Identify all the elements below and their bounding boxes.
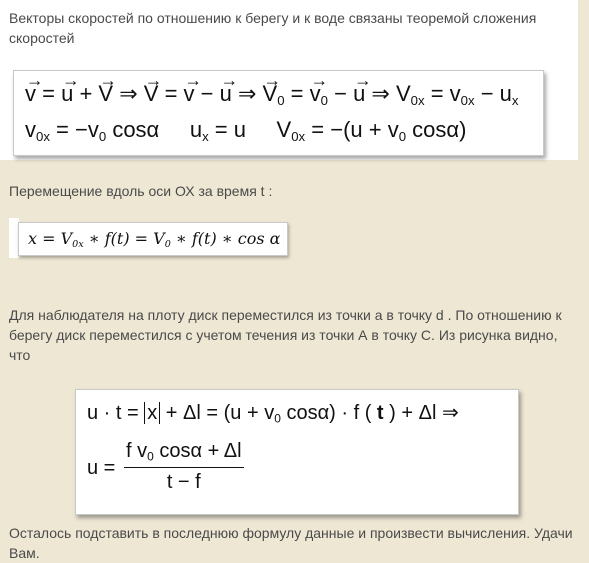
speed-formula-box: [75, 389, 519, 515]
velocity-formula-line-1: → v = → u + → V ⇒ → V = → v − → u ⇒ → $V_0$ = → $v_0$ − → u ⇒ $V_{0x} = v_{0x} - u_x$: [25, 81, 519, 108]
observer-paragraph: Для наблюдателя на плоту диск переместился из точки a в точку d . По отношению к берегу диск переместился с учетом течения из точки А в точку С. Из рисунка видно, что: [9, 307, 562, 363]
fraction-denominator: t − f: [166, 470, 201, 493]
speed-formula-fraction: [124, 440, 244, 494]
displacement-label: Перемещение вдоль оси ОХ за время t :: [9, 183, 273, 199]
velocity-formula-box: [13, 70, 544, 156]
fraction-numerator: f $v_0$ cosα + Δl: [126, 440, 242, 464]
displacement-formula: $x = V_{0x}$ ∗ $f(t) = V_0$ ∗ f(t) ∗ cos α: [28, 229, 281, 250]
closing-paragraph: Осталось подставить в последнюю формулу данные и произвести вычисления. Удачи Вам.: [9, 525, 573, 561]
intro-paragraph: Векторы скоростей по отношению к берегу и к воде связаны теоремой сложения скоростей: [9, 10, 537, 46]
displacement-formula-box: [18, 222, 288, 256]
speed-formula-line-2-lhs: u =: [87, 457, 116, 479]
fraction-bar: [124, 467, 244, 468]
speed-formula-line-1: $u \cdot t = x + \Delta l = (u + v_0$ cosα) · f ( t ) + Δl ⇒: [87, 402, 459, 426]
velocity-formula-line-2: $v_{0x} = -v_0$ cosα $u_x = u$ $V_{0x} = -(u + v_0$ cosα): [25, 117, 467, 144]
